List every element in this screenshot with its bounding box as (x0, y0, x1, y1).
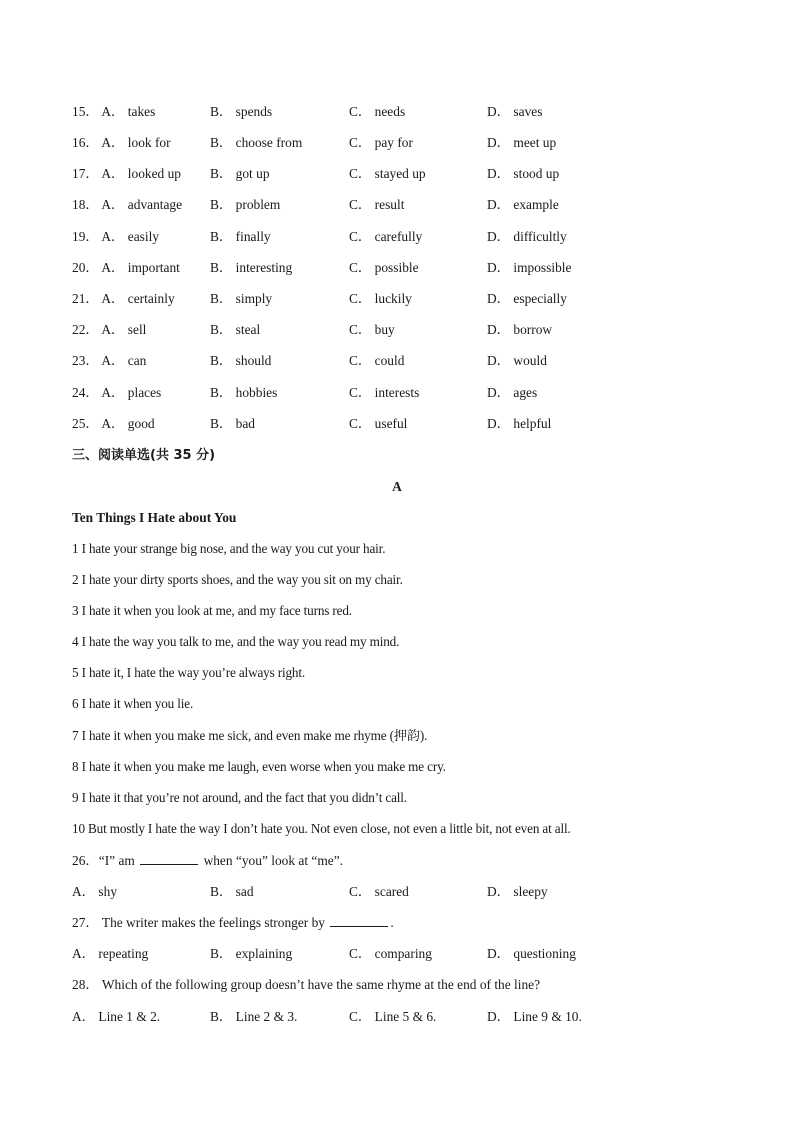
question-row-22 (72, 320, 752, 340)
question-options-28 (72, 1007, 752, 1027)
option-b: B． simply (210, 291, 273, 306)
option-b: B． spends (210, 104, 273, 119)
option-a: A． Line 1 & 2. (72, 1009, 161, 1024)
option-d: D． would (487, 353, 547, 368)
option-b: B． bad (210, 416, 256, 431)
option-d: D． ages (487, 385, 538, 400)
option-b: B． hobbies (210, 385, 278, 400)
option-d: D． meet up (487, 135, 557, 150)
option-a: 25． A． good (72, 416, 155, 431)
passage-line-3: 3 I hate it when you look at me, and my face turns red. (72, 603, 352, 618)
question-stem-26: 26．“I” am when “you” look at “me”. (72, 853, 343, 868)
option-d: D． impossible (487, 260, 572, 275)
answer-blank (330, 914, 388, 927)
question-row-19 (72, 227, 752, 247)
option-c: C． stayed up (349, 166, 426, 181)
section-title: 三、阅读单选(共 35 分) (72, 448, 216, 463)
passage-line-7: 7 I hate it when you make me sick, and even make me rhyme (押韵). (72, 728, 428, 743)
option-c: C． possible (349, 260, 419, 275)
option-b: B． problem (210, 197, 281, 212)
option-b: B． finally (210, 229, 271, 244)
option-a: 18． A． advantage (72, 197, 183, 212)
option-d: D． difficultly (487, 229, 567, 244)
option-a: 20． A． important (72, 260, 180, 275)
option-c: C． scared (349, 884, 409, 899)
option-b: B． sad (210, 884, 254, 899)
option-c: C． useful (349, 416, 408, 431)
passage-line-10: 10 But mostly I hate the way I don’t hate you. Not even close, not even a little bit, not even at all. (72, 821, 571, 836)
option-c: C． could (349, 353, 405, 368)
question-row-25 (72, 414, 752, 434)
question-row-16 (72, 133, 752, 153)
option-c: C． pay for (349, 135, 413, 150)
passage-title: Ten Things I Hate about You (72, 510, 237, 525)
option-a: 24． A． places (72, 385, 162, 400)
option-d: D． Line 9 & 10. (487, 1009, 582, 1024)
question-row-17 (72, 164, 752, 184)
option-c: C． result (349, 197, 405, 212)
option-d: D． helpful (487, 416, 552, 431)
option-b: B． steal (210, 322, 261, 337)
option-c: C． interests (349, 385, 420, 400)
question-row-23 (72, 351, 752, 371)
option-a: 15． A． takes (72, 104, 156, 119)
option-b: B． Line 2 & 3. (210, 1009, 298, 1024)
answer-blank (140, 852, 198, 865)
question-row-24 (72, 383, 752, 403)
option-b: B． explaining (210, 946, 293, 961)
passage-line-2: 2 I hate your dirty sports shoes, and the way you sit on my chair. (72, 572, 403, 587)
option-a: 23． A． can (72, 353, 147, 368)
passage-line-5: 5 I hate it, I hate the way you’re always right. (72, 665, 306, 680)
option-a: 17． A． looked up (72, 166, 181, 181)
option-c: C． buy (349, 322, 395, 337)
option-b: B． should (210, 353, 272, 368)
option-c: C． needs (349, 104, 406, 119)
passage-line-8: 8 I hate it when you make me laugh, even worse when you make me cry. (72, 759, 446, 774)
option-a: A． repeating (72, 946, 149, 961)
option-c: C． luckily (349, 291, 412, 306)
option-b: B． got up (210, 166, 270, 181)
question-stem-27: 27． The writer makes the feelings stronger by . (72, 915, 394, 930)
option-d: D． questioning (487, 946, 576, 961)
question-row-15 (72, 102, 752, 122)
question-row-20 (72, 258, 752, 278)
option-a: 22． A． sell (72, 322, 147, 337)
option-d: D． sleepy (487, 884, 548, 899)
option-d: D． example (487, 197, 559, 212)
question-row-18 (72, 195, 752, 215)
option-c: C． Line 5 & 6. (349, 1009, 437, 1024)
option-d: D． saves (487, 104, 543, 119)
option-d: D． borrow (487, 322, 553, 337)
passage-line-1: 1 I hate your strange big nose, and the way you cut your hair. (72, 541, 386, 556)
passage-line-6: 6 I hate it when you lie. (72, 696, 194, 711)
option-c: C． comparing (349, 946, 432, 961)
option-d: D． especially (487, 291, 567, 306)
passage-label: A (392, 479, 402, 494)
question-stem-28: 28． Which of the following group doesn’t have the same rhyme at the end of the line? (72, 977, 541, 992)
passage-line-4: 4 I hate the way you talk to me, and the way you read my mind. (72, 634, 400, 649)
option-b: B． choose from (210, 135, 303, 150)
option-b: B． interesting (210, 260, 293, 275)
option-a: 19． A． easily (72, 229, 160, 244)
option-a: 16． A． look for (72, 135, 171, 150)
question-options-27 (72, 944, 752, 964)
question-options-26 (72, 882, 752, 902)
option-c: C． carefully (349, 229, 423, 244)
option-d: D． stood up (487, 166, 560, 181)
option-a: A． shy (72, 884, 118, 899)
option-a: 21． A． certainly (72, 291, 175, 306)
passage-line-9: 9 I hate it that you’re not around, and the fact that you didn’t call. (72, 790, 407, 805)
question-row-21 (72, 289, 752, 309)
